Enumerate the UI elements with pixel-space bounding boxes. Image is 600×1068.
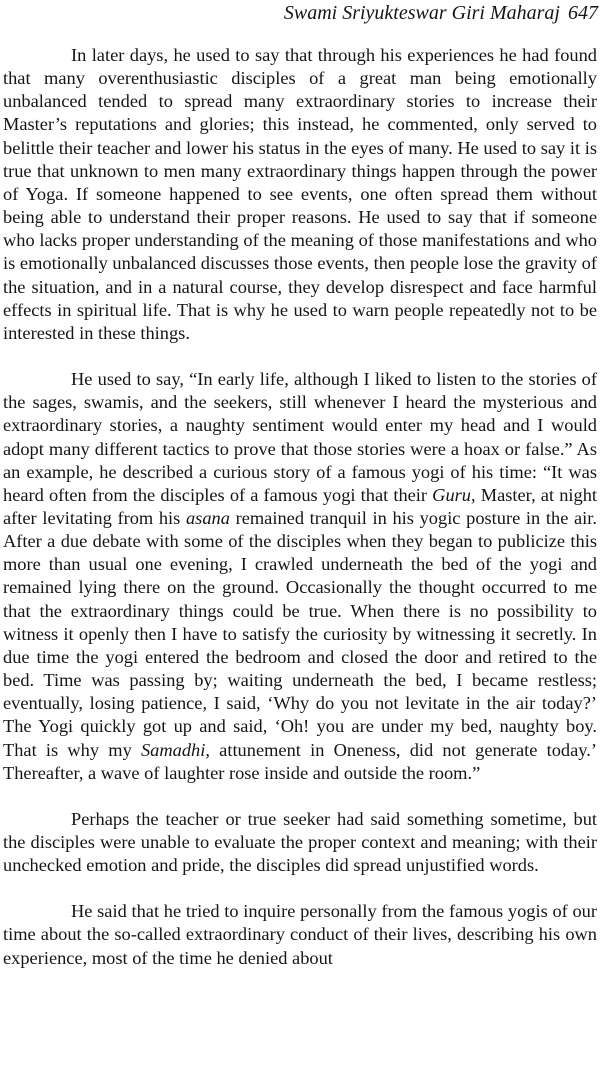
italic-term-samadhi: Samadhi [140,739,206,760]
paragraph-2 [3,368,597,785]
page-number: 647 [568,2,598,24]
running-header [284,1,598,25]
paragraph-2-text-3: remained tranquil in his yogic posture in the air. After a due debate with some of the disciples when they began to publicize this more than usual one evening, I crawled underneath the bed of the yogi and remained lying there on the ground. Occasionally the thought occurred to me that the extraordinary things could be true. When there is no possibility to witness it openly then I have to satisfy the curiosity by witnessing it secretly. In due time the yogi entered the bedroom and closed the door and retired to the bed. Time was passing by; waiting underneath the bed, I became restless; eventually, losing patience, I said, ‘Why do you not levitate in the air today?’ The Yogi quickly got up and said, ‘Oh! you are under my bed, naughty boy. That is why my [3,507,597,760]
italic-term-guru: Guru [432,484,472,505]
paragraph-4-text: He said that he tried to inquire personally from the famous yogis of our time about the so-called extraordinary conduct of their lives, describing his own experience, most of the time he denied about [3,901,597,968]
paragraph-2-text-4: , attunement in Oneness, did not generate today.’ Thereafter, a wave of laughter rose inside and outside the room.” [3,739,597,783]
body-text [3,44,597,970]
paragraph-3-text: Perhaps the teacher or true seeker had said something sometime, but the disciples were unable to evaluate the proper context and meaning; with their unchecked emotion and pride, the disciples did spread unjustified words. [3,808,597,876]
paragraph-2-text-2: , Master, at night after levitating from his [3,484,597,528]
paragraph-1-text: In later days, he used to say that through his experiences he had found that many overenthusiastic disciples of a great man being emotionally unbalanced tended to spread many extraordinary stories to increase their Master’s reputations and glories; this instead, he commented, only served to belittle their teacher and lower his status in the eyes of many. He used to say it is true that unknown to men many extraordinary things happen through the power of Yoga. If someone happened to see events, one often spread them without being able to understand their proper reasons. He used to say that if someone who lacks proper understanding of the meaning of those manifestations and who is emotionally unbalanced discusses those events, then people lose the gravity of the situation, and in a natural course, they develop disrespect and face harmful effects in spiritual life. That is why he used to warn people repeatedly not to be interested in these things. [3,45,597,343]
paragraph-2-text-1: He used to say, “In early life, although I liked to listen to the stories of the sages, swamis, and the seekers, still whenever I heard the mysterious and extraordinary stories, a naughty sentiment would enter my head and I would adopt many different tactics to prove that those stories were a hoax or false.” As an example, he described a curious story of a famous yogi of his time: “It was heard often from the disciples of a famous yogi that their [3,369,597,505]
running-header-title: Swami Sriyukteswar Giri Maharaj [283,2,560,24]
paragraph-3 [3,808,597,877]
italic-term-asana: asana [185,507,230,528]
paragraph-1 [3,44,597,345]
paragraph-4 [3,900,597,969]
